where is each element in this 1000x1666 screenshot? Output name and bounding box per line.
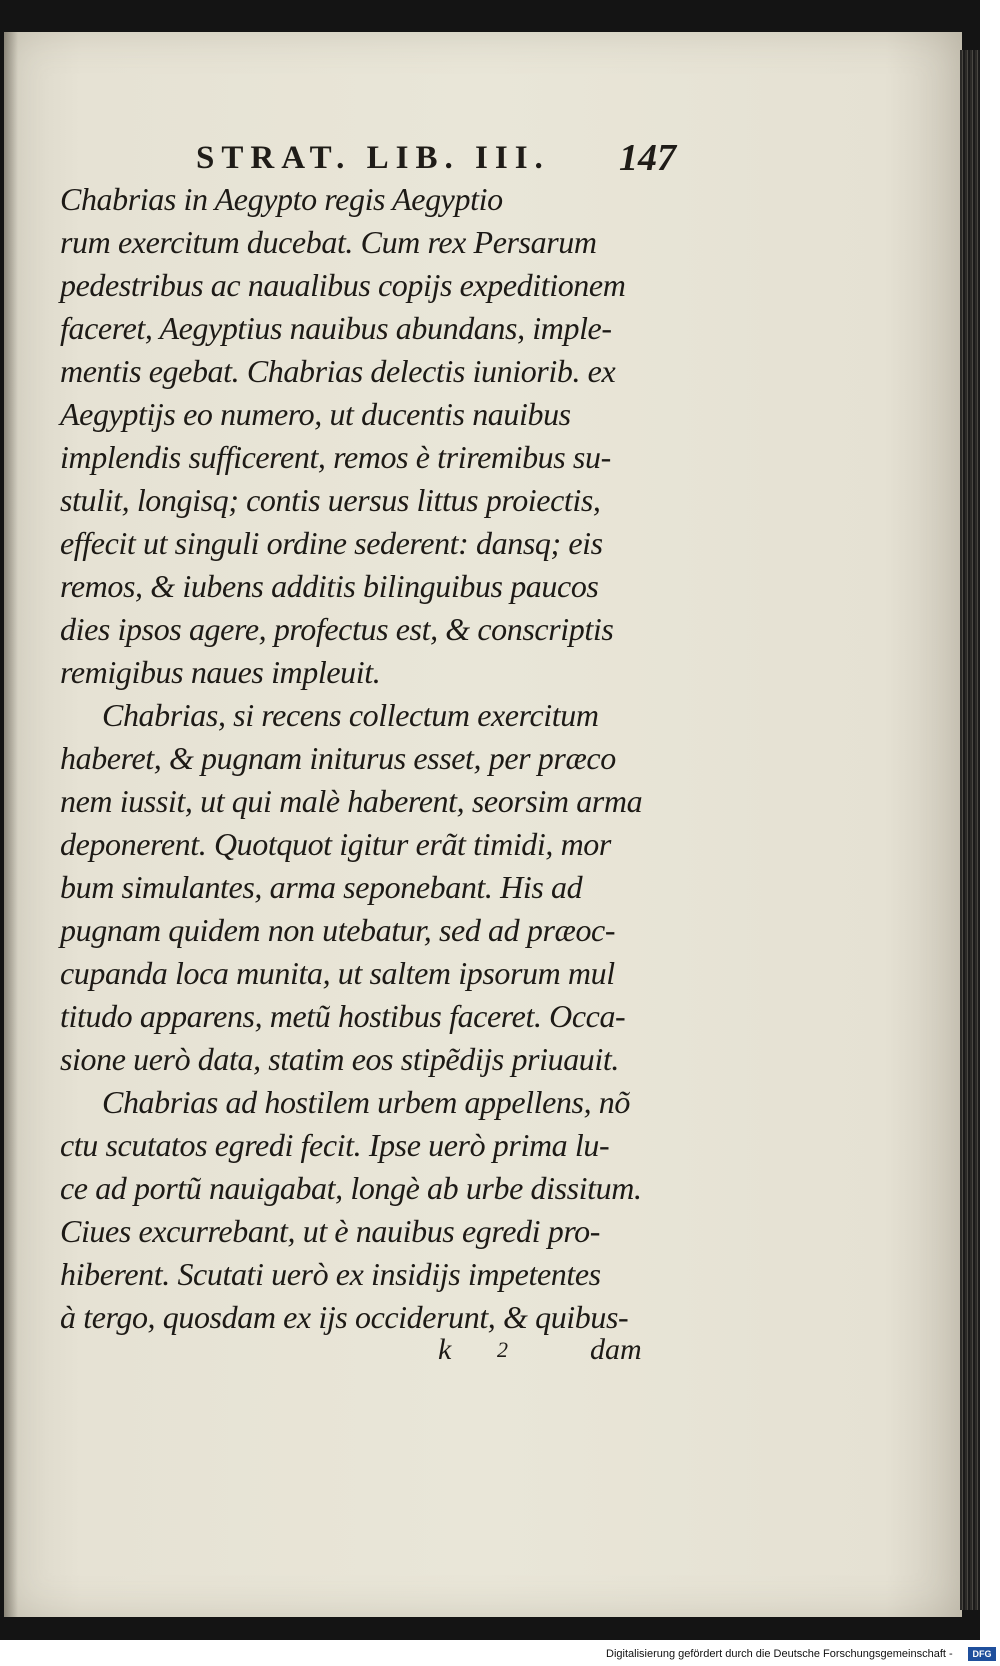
text-line: implendis sufficerent, remos è triremibus su- (60, 439, 611, 475)
text-line: ce ad portũ nauigabat, longè ab urbe dissitum. (60, 1170, 642, 1206)
body-text (60, 178, 690, 1339)
text-line: nem iussit, ut qui malè haberent, seorsim arma (60, 783, 643, 819)
running-head: STRAT. LIB. III. (196, 140, 550, 176)
text-line: faceret, Aegyptius nauibus abundans, imple- (60, 310, 612, 346)
text-line: Chabrias in Aegypto regis Aegyptio (60, 181, 503, 217)
page-edges (960, 50, 980, 1610)
text-line: Aegyptijs eo numero, ut ducentis nauibus (60, 396, 571, 432)
text-line: cupanda loca munita, ut saltem ipsorum mul (60, 955, 615, 991)
catchword: dam (590, 1333, 642, 1366)
text-line: titudo apparens, metũ hostibus faceret. Occa- (60, 998, 626, 1034)
page-number: 147 (619, 137, 676, 179)
text-line: Ciues excurrebant, ut è nauibus egredi pro- (60, 1213, 601, 1249)
dfg-logo: DFG (968, 1647, 996, 1661)
gutter-shadow (4, 32, 18, 1617)
text-line: à tergo, quosdam ex ijs occiderunt, & quibus- (60, 1299, 629, 1335)
text-line: haberet, & pugnam initurus esset, per præco (60, 740, 616, 776)
text-line: pedestribus ac naualibus copijs expeditionem (60, 267, 626, 303)
signature-mark: k (438, 1333, 452, 1366)
text-line: pugnam quidem non utebatur, sed ad præoc- (60, 912, 616, 948)
text-line: stulit, longisq; contis uersus littus proiectis, (60, 482, 601, 518)
text-line: deponerent. Quotquot igitur erãt timidi, mor (60, 826, 611, 862)
text-line: dies ipsos agere, profectus est, & conscriptis (60, 611, 614, 647)
text-line: effecit ut singuli ordine sederent: dansq; eis (60, 525, 603, 561)
text-line: mentis egebat. Chabrias delectis iuniorib. ex (60, 353, 616, 389)
text-line: remos, & iubens additis bilinguibus paucos (60, 568, 599, 604)
page-header (196, 137, 676, 182)
text-line: ctu scutatos egredi fecit. Ipse uerò prima lu- (60, 1127, 610, 1163)
paragraph-start-line: Chabrias, si recens collectum exercitum (102, 697, 599, 733)
digitization-credit: Digitalisierung gefördert durch die Deutsche Forschungsgemeinschaft - (606, 1648, 953, 1660)
text-line: rum exercitum ducebat. Cum rex Persarum (60, 224, 597, 260)
paragraph-start-line: Chabrias ad hostilem urbem appellens, nõ (102, 1084, 630, 1120)
text-line: remigibus naues impleuit. (60, 654, 381, 690)
text-line: sione uerò data, statim eos stipẽdijs priuauit. (60, 1041, 619, 1077)
signature-number: 2 (497, 1337, 508, 1362)
text-line: hiberent. Scutati uerò ex insidijs impetentes (60, 1256, 601, 1292)
text-line: bum simulantes, arma seponebant. His ad (60, 869, 583, 905)
